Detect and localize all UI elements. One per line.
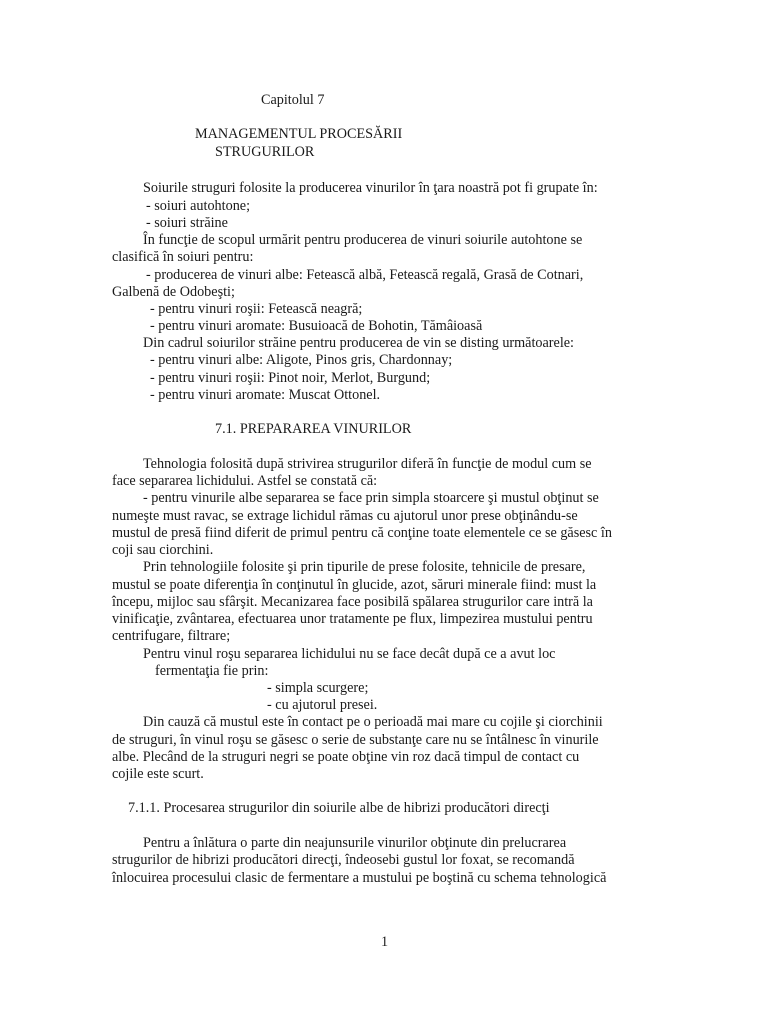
subsection-heading: 7.1.1. Procesarea strugurilor din soiurile albe de hibrizi producători direcţi xyxy=(128,800,550,816)
paragraph-line: Din cauză că mustul este în contact pe o perioadă mai mare cu cojile şi ciorchinii xyxy=(143,714,603,730)
paragraph-line: Galbenă de Odobeşti; xyxy=(112,284,235,300)
chapter-title-line-1: MANAGEMENTUL PROCESĂRII xyxy=(195,126,403,142)
list-item: - producerea de vinuri albe: Fetească albă, Fetească regală, Grasă de Cotnari, xyxy=(146,267,584,283)
paragraph-line: Pentru a înlătura o parte din neajunsurile vinurilor obţinute din prelucrarea xyxy=(143,835,567,851)
list-item: - pentru vinuri roşii: Fetească neagră; xyxy=(150,301,363,317)
page-number: 1 xyxy=(381,934,389,950)
paragraph-line: coji sau ciorchini. xyxy=(112,542,214,558)
chapter-title-line-2: STRUGURILOR xyxy=(215,144,315,160)
list-item: - simpla scurgere; xyxy=(267,680,369,696)
paragraph-line: centrifugare, filtrare; xyxy=(112,628,231,644)
paragraph-line: clasifică în soiuri pentru: xyxy=(112,249,254,265)
paragraph-line: cojile este scurt. xyxy=(112,766,204,782)
paragraph-line: Pentru vinul roşu separarea lichidului nu se face decât după ce a avut loc xyxy=(143,646,556,662)
section-heading: 7.1. PREPARAREA VINURILOR xyxy=(215,421,412,437)
list-item: - cu ajutorul presei. xyxy=(267,697,378,713)
paragraph-line: În funcţie de scopul urmărit pentru producerea de vinuri soiurile autohtone se xyxy=(143,232,583,248)
list-item: - pentru vinurile albe separarea se face prin simpla stoarcere şi mustul obţinut se xyxy=(143,490,599,506)
paragraph-line: face separarea lichidului. Astfel se constată că: xyxy=(112,473,378,489)
paragraph-line: vinificaţie, zvântarea, efectuarea unor tratamente pe flux, limpezirea mustului pentru xyxy=(112,611,593,627)
paragraph-line: începu, mijloc sau sfârşit. Mecanizarea face posibilă spălarea strugurilor care intră la xyxy=(112,594,593,610)
paragraph-line: de struguri, în vinul roşu se găsesc o serie de substanţe care nu se întâlnesc în vinurile xyxy=(112,732,599,748)
list-item: - pentru vinuri albe: Aligote, Pinos gris, Chardonnay; xyxy=(150,352,453,368)
paragraph-line: strugurilor de hibrizi producători direcţi, îndeosebi gustul lor foxat, se recomandă xyxy=(112,852,575,868)
list-item: - pentru vinuri aromate: Busuioacă de Bohotin, Tămâioasă xyxy=(150,318,483,334)
chapter-heading: Capitolul 7 xyxy=(261,92,325,108)
paragraph-line: mustul de presă fiind diferit de primul pentru că conţine toate elementele ce se găsesc în xyxy=(112,525,612,541)
list-item: - soiuri autohtone; xyxy=(146,198,251,214)
list-item: - pentru vinuri aromate: Muscat Ottonel. xyxy=(150,387,381,403)
list-item: - soiuri străine xyxy=(146,215,228,231)
paragraph-line: înlocuirea procesului clasic de fermentare a mustului pe boştină cu schema tehnologică xyxy=(112,870,607,886)
paragraph-line: Tehnologia folosită după strivirea strugurilor diferă în funcţie de modul cum se xyxy=(143,456,592,472)
paragraph-line: Soiurile struguri folosite la producerea vinurilor în ţara noastră pot fi grupate în: xyxy=(143,180,598,196)
paragraph-line: albe. Plecând de la struguri negri se poate obţine vin roz dacă timpul de contact cu xyxy=(112,749,580,765)
paragraph-line: numeşte must ravac, se extrage lichidul rămas cu ajutorul unor prese obţinându-se xyxy=(112,508,578,524)
paragraph-line: mustul se poate diferenţia în conţinutul în glucide, azot, săruri minerale fiind: must la xyxy=(112,577,597,593)
paragraph-line: fermentaţia fie prin: xyxy=(155,663,269,679)
paragraph-line: Din cadrul soiurilor străine pentru producerea de vin se disting următoarele: xyxy=(143,335,575,351)
paragraph-line: Prin tehnologiile folosite şi prin tipurile de prese folosite, tehnicile de presare, xyxy=(143,559,586,575)
list-item: - pentru vinuri roşii: Pinot noir, Merlot, Burgund; xyxy=(150,370,431,386)
